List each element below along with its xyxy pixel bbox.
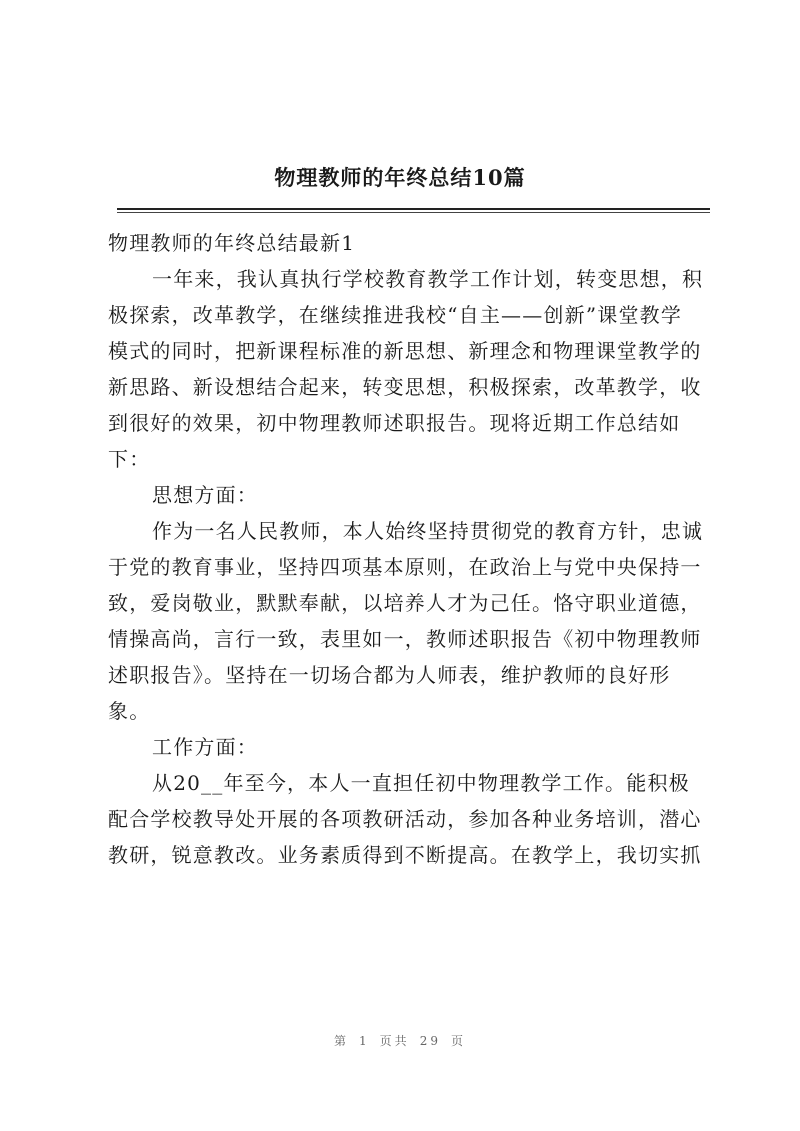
footer-prefix: 第	[334, 1034, 350, 1048]
paragraph-line: 作为一名人民教师，本人始终坚持贯彻党的教育方针，忠诚	[152, 519, 704, 543]
paragraph-line: 情操高尚，言行一致，表里如一，教师述职报告《初中物理教师	[108, 627, 702, 651]
paragraph-line: 述职报告》。坚持在一切场合都为人师表，维护教师的良好形	[108, 663, 671, 687]
section-heading: 物理教师的年终总结最新1	[108, 231, 356, 255]
subheading: 工作方面：	[152, 735, 258, 759]
page-footer	[0, 1032, 800, 1049]
paragraph-line: 从20__年至今，本人一直担任初中物理教学工作。能积极	[152, 771, 690, 795]
page-number: 1	[359, 1034, 370, 1048]
paragraph-line: 新思路、新设想结合起来，转变思想，积极探索，改革教学，收	[108, 375, 702, 399]
subheading: 思想方面：	[152, 483, 258, 507]
paragraph-line: 下：	[108, 447, 151, 471]
paragraph-line: 配合学校教导处开展的各项教研活动，参加各种业务培训，潜心	[108, 807, 702, 831]
footer-suffix: 页	[450, 1034, 466, 1048]
paragraph-line: 模式的同时，把新课程标准的新思想、新理念和物理课堂教学的	[108, 339, 702, 363]
document-title: 物理教师的年终总结10篇	[274, 165, 526, 190]
paragraph-line: 于党的教育事业，坚持四项基本原则，在政治上与党中央保持一	[108, 555, 702, 579]
paragraph-line: 象。	[108, 699, 151, 723]
paragraph-line: 极探索，改革教学，在继续推进我校“自主——创新”课堂教学	[108, 303, 683, 327]
document-body	[108, 225, 706, 873]
paragraph-line: 一年来，我认真执行学校教育教学工作计划，转变思想，积	[152, 267, 704, 291]
title-divider	[117, 208, 710, 213]
paragraph-line: 致，爱岗敬业，默默奉献，以培养人才为己任。恪守职业道德，	[108, 591, 702, 615]
page-total: 29	[419, 1034, 441, 1048]
paragraph-line: 到很好的效果，初中物理教师述职报告。现将近期工作总结如	[108, 411, 681, 435]
paragraph-line: 教研，锐意教改。业务素质得到不断提高。在教学上，我切实抓	[108, 843, 702, 867]
footer-middle: 页共	[379, 1034, 410, 1048]
